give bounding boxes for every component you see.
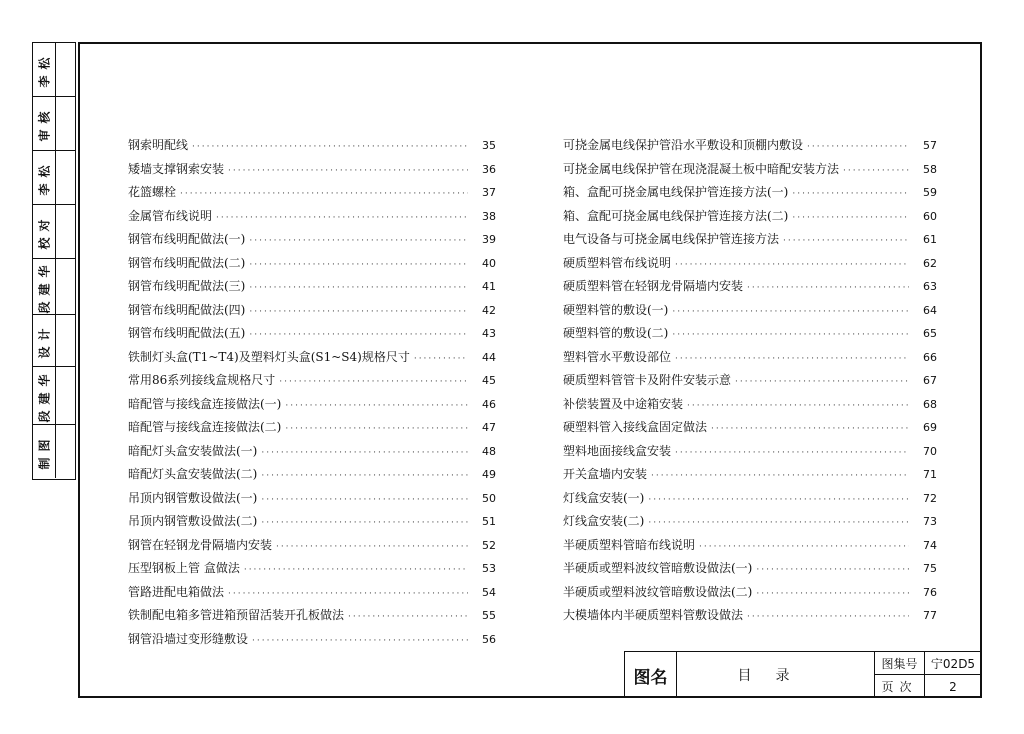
toc-row[interactable] — [128, 604, 496, 628]
toc-leader — [249, 301, 468, 325]
toc-page: 49 — [482, 468, 496, 481]
toc-row[interactable] — [563, 510, 937, 534]
toc-leader — [807, 136, 909, 160]
toc-page: 77 — [923, 609, 937, 622]
toc-row[interactable] — [128, 463, 496, 487]
toc-title: 钢管布线明配做法(二) — [128, 255, 246, 270]
toc-row[interactable] — [128, 275, 496, 299]
toc-row[interactable] — [563, 440, 937, 464]
toc-row[interactable] — [128, 487, 496, 511]
toc-page: 58 — [923, 162, 937, 176]
signature-cell — [33, 367, 75, 425]
toc-leader — [792, 207, 909, 231]
toc-leader — [699, 536, 909, 560]
toc-page: 67 — [923, 374, 937, 387]
toc-title: 铁制配电箱多管进箱预留活装开孔板做法 — [128, 608, 345, 622]
toc-page: 54 — [482, 585, 496, 599]
toc-row[interactable] — [563, 463, 937, 487]
toc-title: 金属管布线说明 — [128, 208, 213, 223]
toc-leader — [675, 254, 909, 278]
toc-row[interactable] — [128, 534, 496, 558]
toc-row[interactable] — [563, 393, 937, 417]
toc-leader — [783, 230, 909, 254]
signature-cell — [33, 259, 75, 315]
toc-leader — [756, 559, 909, 583]
toc-page: 55 — [482, 609, 496, 622]
signature-label: 李松 — [37, 51, 52, 88]
toc-page: 50 — [482, 491, 496, 505]
toc-title: 电气设备与可挠金属电线保护管连接方法 — [563, 232, 780, 246]
toc-page: 35 — [482, 139, 496, 152]
toc-title: 硬塑料管的敷设(一) — [563, 302, 669, 317]
toc-row[interactable] — [563, 369, 937, 393]
toc-leader — [249, 230, 468, 254]
toc-leader — [747, 606, 909, 630]
toc-title: 暗配灯头盒安装做法(二) — [128, 467, 258, 481]
toc-page: 39 — [482, 233, 496, 246]
toc-page: 64 — [923, 303, 937, 317]
toc-row[interactable] — [128, 369, 496, 393]
toc-row[interactable] — [563, 346, 937, 370]
signature-cell — [33, 205, 75, 259]
toc-page: 43 — [482, 327, 496, 340]
toc-leader — [348, 606, 468, 630]
drawing-name-label: 图名 — [625, 652, 677, 698]
toc-row[interactable] — [563, 534, 937, 558]
toc-left-column — [128, 134, 496, 651]
title-block — [624, 651, 982, 698]
signature-label: 校对 — [37, 213, 52, 250]
toc-title: 硬塑料管的敷设(二) — [563, 326, 669, 340]
toc-leader — [735, 371, 909, 395]
toc-row[interactable] — [563, 228, 937, 252]
toc-title: 钢索明配线 — [128, 138, 189, 152]
toc-row[interactable] — [563, 416, 937, 440]
toc-title: 可挠金属电线保护管沿水平敷设和顶棚内敷设 — [563, 138, 804, 152]
signature-strip — [32, 42, 76, 480]
toc-title: 大模墙体内半硬质塑料管敷设做法 — [563, 608, 744, 622]
toc-page: 61 — [923, 233, 937, 246]
toc-page: 60 — [923, 209, 937, 223]
toc-title: 铁制灯头盒(T1~T4)及塑料灯头盒(S1~S4)规格尺寸 — [128, 349, 410, 364]
toc-page: 48 — [482, 444, 496, 458]
toc-leader — [414, 348, 468, 372]
toc-title: 暗配管与接线盒连接做法(二) — [128, 420, 282, 434]
drawing-name: 目录 — [677, 652, 875, 698]
toc-row[interactable] — [563, 604, 937, 628]
toc-row[interactable] — [563, 158, 937, 182]
toc-page: 46 — [482, 397, 496, 411]
toc-row[interactable] — [128, 557, 496, 581]
toc-title: 钢管布线明配做法(四) — [128, 302, 246, 317]
toc-leader — [228, 583, 468, 607]
toc-leader — [244, 559, 468, 583]
toc-leader — [261, 442, 468, 466]
toc-leader — [261, 489, 468, 513]
toc-page: 47 — [482, 421, 496, 434]
toc-page: 41 — [482, 280, 496, 293]
toc-leader — [648, 512, 909, 536]
toc-leader — [192, 136, 468, 160]
toc-leader — [261, 512, 468, 536]
toc-page: 52 — [482, 538, 496, 552]
toc-title: 半硬质或塑料波纹管暗敷设做法(一) — [563, 561, 753, 575]
toc-leader — [687, 395, 909, 419]
toc-row[interactable] — [563, 181, 937, 205]
toc-row[interactable] — [128, 628, 496, 652]
toc-title: 可挠金属电线保护管在现浇混凝土板中暗配安装方法 — [563, 161, 840, 176]
toc-title: 箱、盒配可挠金属电线保护管连接方法(二) — [563, 208, 789, 223]
toc-leader — [747, 277, 909, 301]
toc-leader — [672, 301, 909, 325]
signature-cell — [33, 97, 75, 151]
toc-leader — [180, 183, 468, 207]
toc-row[interactable] — [128, 510, 496, 534]
toc-page: 65 — [923, 327, 937, 340]
toc-row[interactable] — [128, 228, 496, 252]
atlas-number-label: 图集号 — [875, 652, 925, 675]
toc-row[interactable] — [563, 487, 937, 511]
toc-page: 42 — [482, 303, 496, 317]
toc-page: 66 — [923, 350, 937, 364]
toc-row[interactable] — [563, 299, 937, 323]
toc-page: 51 — [482, 515, 496, 528]
signature-label: 审核 — [37, 105, 52, 142]
toc-leader — [249, 254, 468, 278]
toc-leader — [261, 465, 468, 489]
toc-row[interactable] — [128, 181, 496, 205]
toc-title: 开关盒墙内安装 — [563, 467, 648, 481]
toc-leader — [249, 277, 468, 301]
toc-page: 76 — [923, 585, 937, 599]
toc-title: 灯线盒安装(一) — [563, 490, 645, 505]
toc-title: 花篮螺栓 — [128, 185, 177, 199]
toc-leader — [675, 442, 909, 466]
toc-row[interactable] — [563, 205, 937, 229]
signature-cell — [33, 425, 75, 478]
toc-page: 63 — [923, 280, 937, 293]
toc-title: 硬质塑料管布线说明 — [563, 255, 672, 270]
toc-leader — [648, 489, 909, 513]
toc-leader — [228, 160, 468, 184]
toc-title: 半硬质或塑料波纹管暗敷设做法(二) — [563, 584, 753, 599]
page-number: 2 — [949, 679, 957, 694]
toc-title: 硬质塑料管管卡及附件安装示意 — [563, 373, 732, 387]
toc-page: 62 — [923, 256, 937, 270]
toc-row[interactable] — [128, 322, 496, 346]
toc-leader — [252, 630, 468, 654]
toc-title: 常用86系列接线盒规格尺寸 — [128, 373, 276, 387]
toc-page: 53 — [482, 562, 496, 575]
toc-row[interactable] — [563, 322, 937, 346]
toc-leader — [279, 371, 468, 395]
toc-row[interactable] — [128, 416, 496, 440]
signature-cell — [33, 151, 75, 205]
toc-row[interactable] — [563, 557, 937, 581]
signature-cell — [33, 315, 75, 367]
toc-leader — [843, 160, 909, 184]
toc-leader — [756, 583, 909, 607]
toc-title: 钢管布线明配做法(一) — [128, 232, 246, 246]
toc-row[interactable] — [128, 440, 496, 464]
toc-leader — [285, 418, 468, 442]
toc-title: 箱、盒配可挠金属电线保护管连接方法(一) — [563, 185, 789, 199]
signature-label: 段建华 — [37, 368, 52, 423]
toc-title: 硬质塑料管在轻钢龙骨隔墙内安装 — [563, 279, 744, 293]
toc-title: 压型钢板上管 盒做法 — [128, 561, 240, 575]
toc-page: 45 — [482, 374, 496, 387]
toc-page: 36 — [482, 162, 496, 176]
toc-title: 钢管布线明配做法(五) — [128, 326, 246, 340]
toc-row[interactable] — [128, 252, 496, 276]
toc-row[interactable] — [128, 299, 496, 323]
toc-leader — [711, 418, 909, 442]
toc-leader — [672, 324, 909, 348]
toc-title: 半硬质塑料管暗布线说明 — [563, 537, 696, 552]
toc-title: 塑料管水平敷设部位 — [563, 349, 672, 364]
toc-right-column — [563, 134, 937, 628]
signature-label: 设计 — [37, 322, 52, 359]
toc-leader — [651, 465, 909, 489]
signature-label: 段建华 — [37, 259, 52, 314]
toc-title: 吊顶内钢管敷设做法(二) — [128, 514, 258, 528]
toc-row[interactable] — [128, 346, 496, 370]
toc-title: 暗配灯头盒安装做法(一) — [128, 443, 258, 458]
toc-page: 59 — [923, 186, 937, 199]
toc-page: 70 — [923, 444, 937, 458]
toc-page: 75 — [923, 562, 937, 575]
toc-leader — [216, 207, 468, 231]
toc-row[interactable] — [128, 134, 496, 158]
toc-leader — [249, 324, 468, 348]
toc-page: 69 — [923, 421, 937, 434]
toc-page: 57 — [923, 139, 937, 152]
toc-title: 硬塑料管入接线盒固定做法 — [563, 420, 708, 434]
toc-title: 矮墙支撑钢索安装 — [128, 161, 225, 176]
toc-leader — [285, 395, 468, 419]
toc-row[interactable] — [563, 581, 937, 605]
toc-page: 38 — [482, 209, 496, 223]
toc-row[interactable] — [128, 158, 496, 182]
toc-page: 72 — [923, 491, 937, 505]
toc-leader — [792, 183, 909, 207]
page-number-label: 页次 — [875, 675, 925, 698]
toc-row[interactable] — [563, 275, 937, 299]
toc-row[interactable] — [563, 252, 937, 276]
toc-row[interactable] — [128, 205, 496, 229]
toc-title: 钢管沿墙过变形缝敷设 — [128, 631, 249, 646]
toc-leader — [276, 536, 468, 560]
toc-page: 71 — [923, 468, 937, 481]
toc-title: 暗配管与接线盒连接做法(一) — [128, 396, 282, 411]
toc-page: 68 — [923, 397, 937, 411]
toc-row[interactable] — [563, 134, 937, 158]
toc-page: 40 — [482, 256, 496, 270]
toc-row[interactable] — [128, 581, 496, 605]
toc-page: 56 — [482, 632, 496, 646]
toc-title: 钢管在轻钢龙骨隔墙内安装 — [128, 537, 273, 552]
toc-page: 74 — [923, 538, 937, 552]
toc-title: 吊顶内钢管敷设做法(一) — [128, 490, 258, 505]
toc-title: 补偿装置及中途箱安装 — [563, 396, 684, 411]
signature-cell — [33, 43, 75, 97]
toc-title: 塑料地面接线盒安装 — [563, 443, 672, 458]
toc-title: 管路进配电箱做法 — [128, 584, 225, 599]
toc-row[interactable] — [128, 393, 496, 417]
toc-title: 灯线盒安装(二) — [563, 514, 645, 528]
toc-page: 73 — [923, 515, 937, 528]
toc-page: 37 — [482, 186, 496, 199]
atlas-number: 宁02D5 — [925, 652, 981, 675]
toc-title: 钢管布线明配做法(三) — [128, 279, 246, 293]
toc-leader — [675, 348, 909, 372]
signature-label: 制图 — [37, 433, 52, 470]
signature-label: 李松 — [37, 159, 52, 196]
toc-page: 44 — [482, 350, 496, 364]
